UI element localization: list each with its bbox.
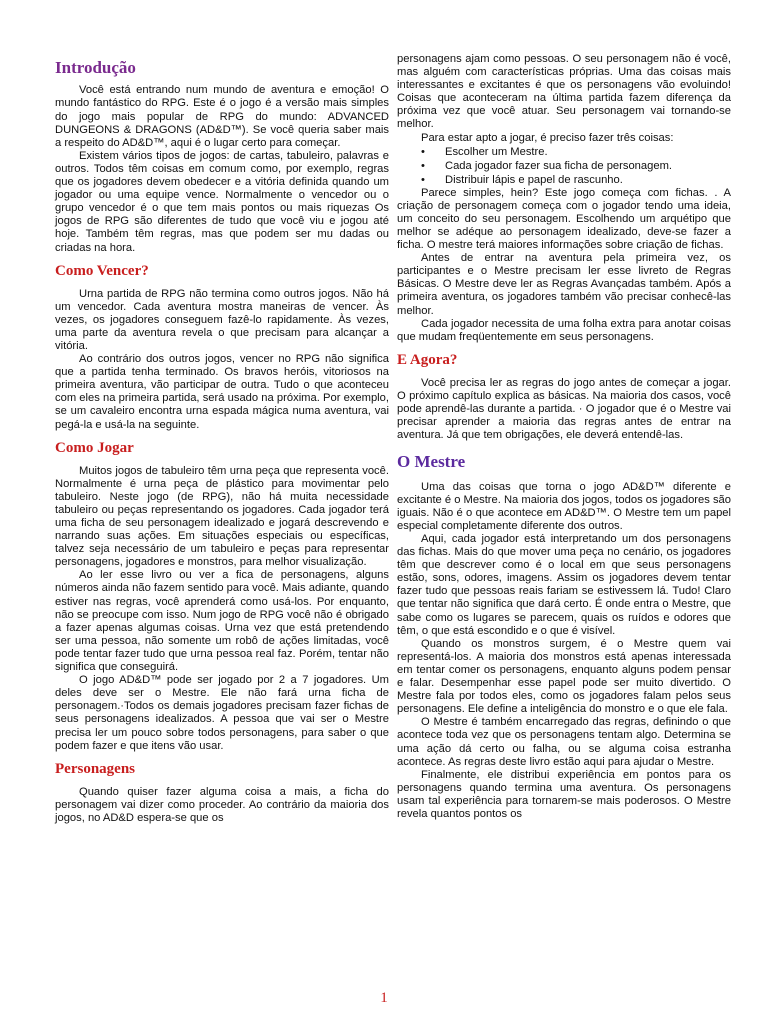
paragraph: Quando os monstros surgem, é o Mestre quem vai representá-los. A maioria dos monstros está apenas interessada em tentar comer os personagens, enquanto alguns podem pensar e falar. Desempenhar esse papel pode ser muito divertido. O Mestre fala por todos eles, como os jogadores falam pelos seus personagens. Ele define a inteligência do monstro e o que ele fala.	[397, 637, 731, 716]
paragraph: Ao ler esse livro ou ver a fica de personagens, alguns números ainda não fazem sentido para você. Mais adiante, quando estiver nas regras, você aprenderá como usá-los. Por enquanto, não se preocupe com isso. Num jogo de RPG você não é obrigado a fazer apenas algumas coisas. Urna vez que está pretendendo ser uma pessoa, não somente um robô de ações limitadas, você pode tentar fazer tudo que urna pessoa real faz. Porém, tentar não significa que conseguirá.	[55, 569, 389, 674]
list-item-text: Escolher um Mestre.	[445, 145, 548, 158]
list-item-text: Distribuir lápis e papel de rascunho.	[445, 173, 623, 186]
paragraph: Uma das coisas que torna o jogo AD&D™ diferente e excitante é o Mestre. Na maioria dos jogos, todos os jogadores são iguais. Não é o que acontece em AD&D™. O Mestre tem um papel especial completamente diferente dos outros.	[397, 480, 731, 532]
list-item-text: Cada jogador fazer sua ficha de personagem.	[445, 159, 673, 172]
paragraph: Parece simples, hein? Este jogo começa com fichas. . A criação de personagem começa com o jogador tendo uma ideia, um conceito do seu personagem. Escolhendo um arquétipo que melhor se adéque ao personagem idealizado, deve-se fazer a ficha. O mestre terá maiores informações sobre criação de fichas.	[397, 186, 731, 252]
paragraph: Ao contrário dos outros jogos, vencer no RPG não significa que a partida tenha terminado. Os bravos heróis, vitoriosos na primeira aventura, vão participar de outra. Tudo o que aconteceu com eles na primeira partida, será usado na próxima. Por exemplo, se um cavaleiro encontra urna espada mágica numa aventura, vai pegá-la e usá-la na seguinte.	[55, 353, 389, 431]
heading-e-agora: E Agora?	[397, 351, 458, 368]
paragraph: Finalmente, ele distribui experiência em pontos para os personagens quando termina uma aventura. Os personagens usam tal experiência para tornarem-se mais poderosos. O Mestre revela quantos pontos os	[397, 768, 731, 820]
bullet-list	[397, 145, 731, 187]
paragraph: Muitos jogos de tabuleiro têm urna peça que representa você. Normalmente é urna peça de plástico para movimentar pelo tabuleiro. Neste jogo (de RPG), não há muita necessidade tabuleiro ou peças representando os jogadores. Cada jogador terá uma ficha de seu personagem idealizado e jogará descrevendo e narrando suas ações. Em situações especiais ou específicas, talvez seja necessário de um tabuleiro e peças para representar personagens, jogadores e monstros, para melhor visualização.	[55, 464, 389, 569]
list-item	[397, 159, 731, 173]
page-number: 1	[380, 990, 388, 1006]
paragraph: Aqui, cada jogador está interpretando um dos personagens das fichas. Mais do que mover uma peça no cenário, os jogadores têm que descrever como é o local em que seus personagens estão, sons, odores, imagens. Assim os jogadores devem tentar fazer tudo que pessoas reais fariam se estivessem lá. Tudo! Claro que tentar não significa que dará certo. É onde entra o Mestre, que sabe como os lugares se parecem, quais os ruídos e odores que têm, o que está escondido e o que é visível.	[397, 533, 731, 637]
paragraph: personagens ajam como pessoas. O seu personagem não é você, mas alguém com características próprias. Uma das coisas mais interessantes e excitantes é que os personagens vão evoluindo! Coisas que aconteceram na última partida fazem diferença da próxima vez que você atuar. Seu personagem vai tornando-se melhor.	[397, 53, 731, 131]
paragraph: O jogo AD&D™ pode ser jogado por 2 a 7 jogadores. Um deles deve ser o Mestre. Ele não fará urna ficha de personagem.·Todos os demais jogadores precisam fazer fichas de seus personagens idealizados. A pessoa que vai ser o Mestre precisa ler um pouco sobre todos personagens, para saber o que podem fazer e que itens vão usar.	[55, 674, 389, 752]
list-intro: Para estar apto a jogar, é preciso fazer três coisas:	[421, 131, 674, 144]
paragraph: Quando quiser fazer alguma coisa a mais, a ficha do personagem vai dizer como proceder. Ao contrário da maioria dos jogos, no AD&D espera-se que os	[55, 785, 389, 824]
heading-introducao: Introdução	[55, 58, 136, 77]
paragraph: Você está entrando num mundo de aventura e emoção! O mundo fantástico do RPG. Este é o jogo é a versão mais simples do jogo mais popular de RPG do mundo: ADVANCED DUNGEONS & DRAGONS (AD&D™). Se você queria saber mais a respeito do AD&D™, aqui é o lugar certo para começar.	[55, 84, 389, 149]
paragraph: Antes de entrar na aventura pela primeira vez, os participantes e o Mestre precisam ler esse livreto de Regras Básicas. O Mestre deve ler as Regras Avançadas também. Após a primeira aventura, os jogadores também vão precisar conhecê-las melhor.	[397, 252, 731, 317]
paragraph: Existem vários tipos de jogos: de cartas, tabuleiro, palavras e outros. Todos têm coisas em comum como, por exemplo, regras que os jogadores devem obedecer e a vitória definida quando um jogador ou uma equipe vence. Normalmente o vencedor ou o grupo vencedor é o que tem mais pontos ou mais riquezas Os jogos de RPG são diferentes de tudo que você viu e jogou até hoje. Também têm regras, mas que podem ser mu dadas ou criadas na hora.	[55, 149, 389, 254]
list-item	[397, 145, 731, 159]
paragraph: Você precisa ler as regras do jogo antes de começar a jogar. O próximo capítulo explica as básicas. Na maioria dos casos, você pode aprendê-las durante a partida. · O jogador que é o Mestre vai precisar aprender a maioria das regras antes de entrar na aventura. Já que tem obrigações, ele deverá entendê-las.	[397, 376, 731, 442]
paragraph: Urna partida de RPG não termina como outros jogos. Não há um vencedor. Cada aventura mostra maneiras de vencer. Às vezes, os jogadores conseguem fazê-lo rapidamente. Às vezes, uma parte da aventura revela o que precisam para alcançar a vitória.	[55, 287, 389, 352]
list-item	[397, 173, 731, 187]
paragraph: O Mestre é também encarregado das regras, definindo o que acontece toda vez que os personagens tentam algo. Determina se uma ação dá certo ou falha, ou se alguma coisa estranha acontece. As regras deste livro estão aqui para ajudar o Mestre.	[397, 716, 731, 768]
paragraph: Cada jogador necessita de uma folha extra para anotar coisas que mudam freqüentemente em seus personagens.	[397, 317, 731, 343]
bullet-icon: •	[421, 173, 425, 186]
heading-o-mestre: O Mestre	[397, 452, 466, 472]
heading-como-jogar: Como Jogar	[55, 439, 134, 456]
right-column	[397, 53, 731, 821]
bullet-icon: •	[421, 159, 425, 172]
bullet-icon: •	[421, 145, 425, 158]
left-column	[55, 52, 389, 825]
heading-como-vencer: Como Vencer?	[55, 262, 149, 279]
heading-personagens: Personagens	[55, 760, 135, 777]
